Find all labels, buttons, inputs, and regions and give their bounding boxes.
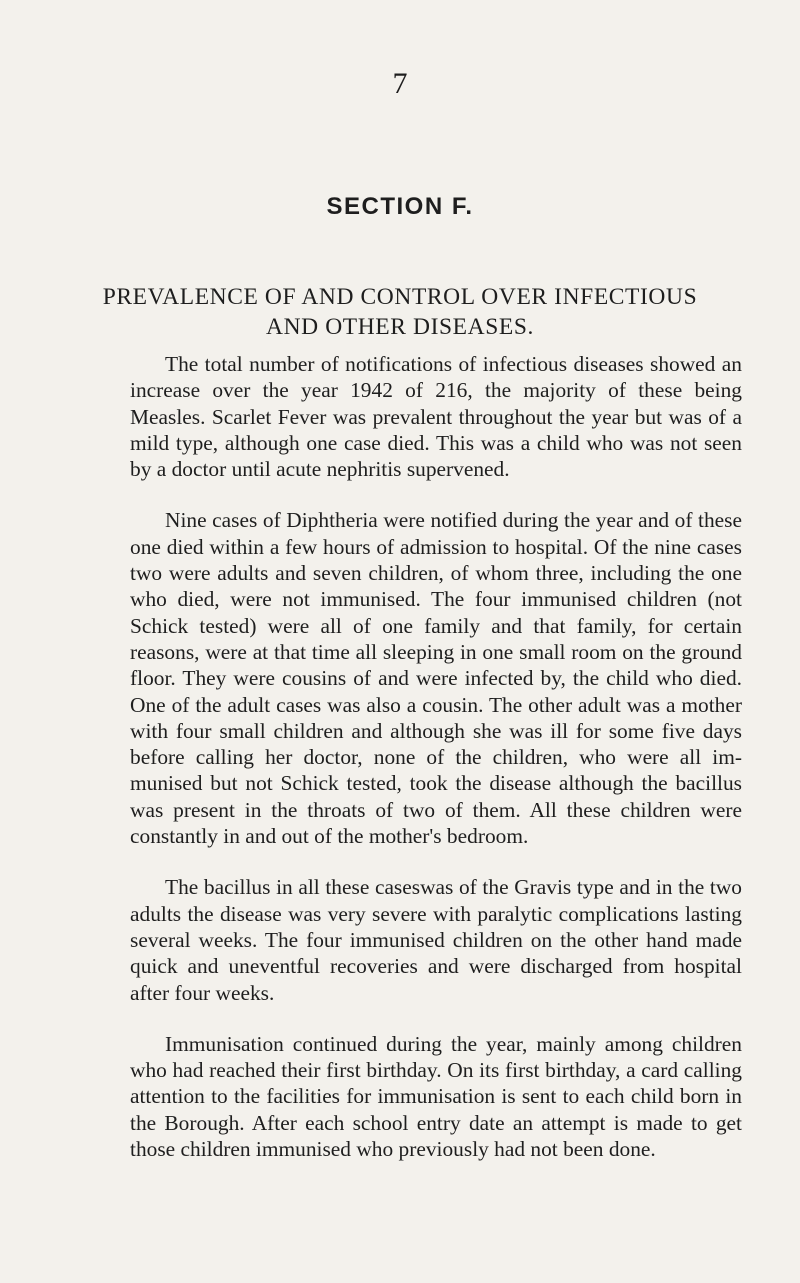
body-text (130, 351, 742, 1187)
paragraph-diphtheria: Nine cases of Diphtheria were notified during the year and of these one died within a few hours of admission to hospital. Of the nine cases two were adults and seven children, of whom three, including the one who died, were not immunised. The four immunised children (not Schick tested) were all of one family and that family, for certain reasons, were at that time all sleeping in one small room on the ground floor. They were cousins of and were infected by, the child who died. One of the adult cases was also a cousin. The other adult was a mother with four small children and although she was ill for some five days before calling her doctor, none of the children, who were all immunised but not Schick tested, took the disease although the bacillus was present in the throats of two of them. All these children were constantly in and out of the mother's bedroom. (130, 508, 742, 849)
paragraph-immunisation: Immunisation continued during the year, mainly among children who had reached their first birthday. On its first birthday, a card calling attention to the facilities for immunisation is sent to each child born in the Borough. After each school entry date an attempt is made to get those children immunised who previously had not been done. (130, 1031, 742, 1162)
paragraph-notifications: The total number of notifications of infectious diseases showed an increase over the year 1942 of 216, the majority of these being Measles. Scarlet Fever was prevalent throughout the year but was of a mild type, although one case died. This was a child who was not seen by a doctor until acute nephritis supervened. (130, 352, 742, 482)
title-line-2: AND OTHER DISEASES. (266, 314, 534, 340)
paragraph-gravis-type: The bacillus in all these caseswas of the Gravis type and in the two adults the disease was very severe with paralytic complications lasting several weeks. The four immunised children on the other hand made quick and uneventful recoveries and were discharged from hospital after four weeks. (130, 875, 742, 1005)
page-number: 7 (392, 67, 408, 100)
page-title (0, 282, 800, 342)
title-line-1: PREVALENCE OF AND CONTROL OVER INFECTIOUS (102, 284, 698, 310)
section-heading: SECTION F. (326, 193, 474, 220)
